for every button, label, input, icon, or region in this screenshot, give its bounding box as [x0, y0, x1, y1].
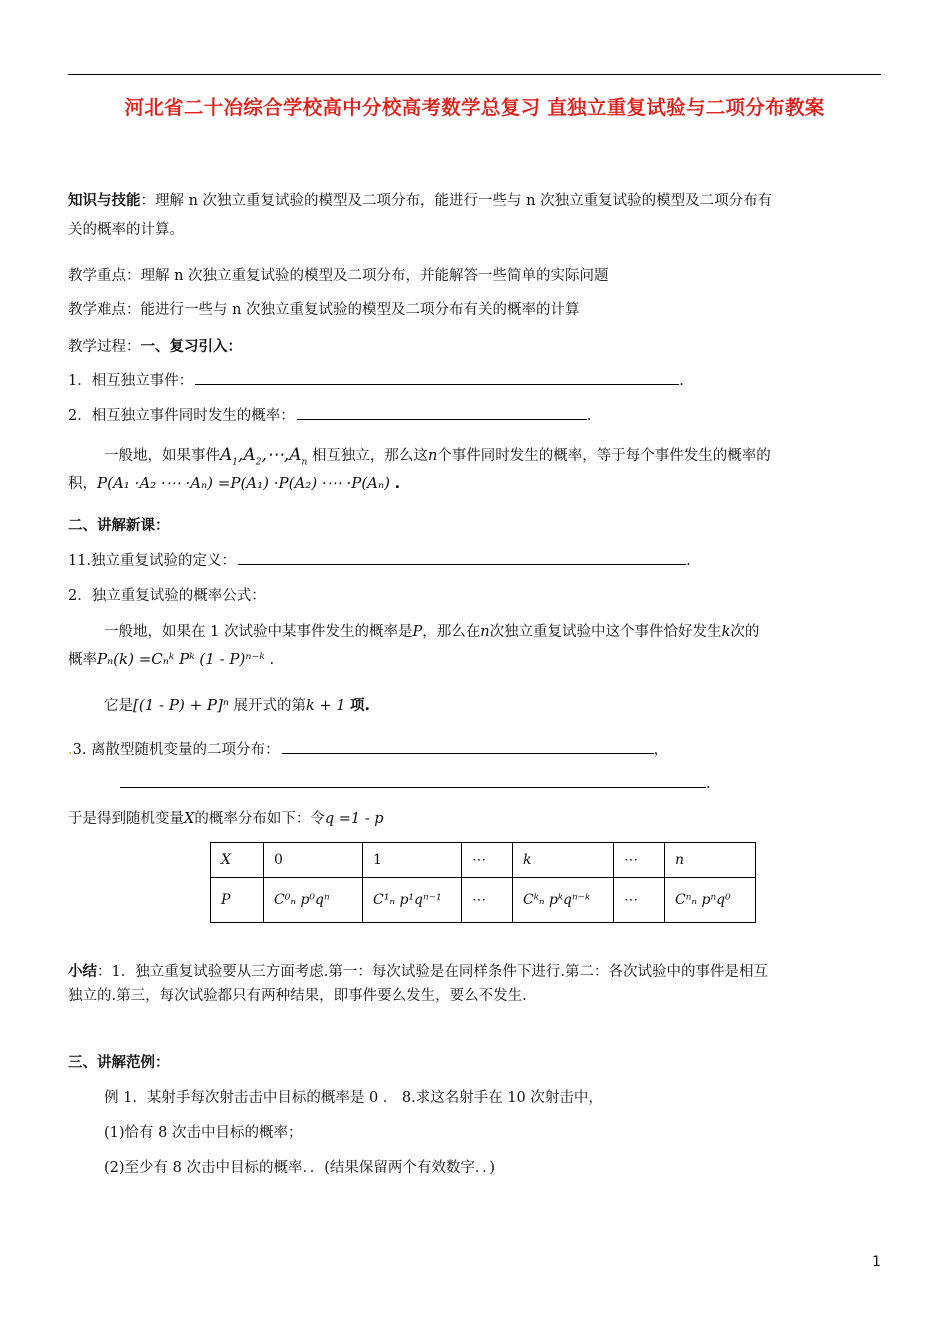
new3-blank-1	[282, 739, 654, 754]
section2-title: 二、讲解新课：	[68, 518, 170, 534]
event-list: $A_1,A_2,\cdots,A_n$	[220, 445, 308, 468]
q-definition: q =1 - p	[324, 811, 384, 827]
general2-c: 次独立重复试验中这个事件恰好发生	[489, 624, 722, 640]
product-formula: P(A₁ ·A₂ ·⋯ ·Aₙ) =P(A₁) ·P(A₂) ·⋯ ·P(Aₙ)	[97, 474, 390, 492]
general1-d: 积，	[68, 476, 97, 492]
dist-intro-b: 的概率分布如下：令	[194, 811, 325, 827]
k-variable: k	[721, 624, 731, 640]
knowledge-line-2: 关的概率的计算。	[68, 222, 184, 238]
table-cell: n	[665, 843, 756, 878]
new3-colon: ：	[265, 742, 280, 758]
general1-c: 个事件同时发生的概率，等于每个事件发生的概率的	[437, 448, 771, 464]
table-cell: 0	[264, 843, 363, 878]
expansion-c: 项.	[350, 698, 371, 714]
general-statement-2	[104, 621, 759, 643]
distribution-intro	[68, 808, 384, 830]
expansion-b: 展开式的第	[233, 698, 307, 714]
knowledge-label: 知识与技能	[68, 193, 141, 209]
review-item-2	[68, 405, 591, 427]
expansion-a: 它是	[104, 698, 133, 714]
expansion-formula: [(1 - P) + P]ⁿ	[133, 696, 229, 714]
section3-title: 三、讲解范例：	[68, 1055, 170, 1071]
general-statement-2-cont	[68, 648, 274, 671]
section1-title: 一、复习引入：	[140, 339, 242, 355]
new-item-2: 2．独立重复试验的概率公式：	[68, 588, 266, 604]
bullet-dot: .	[68, 742, 73, 758]
example-1: 例 1．某射手每次射击击中目标的概率是 0 ． 8.求这名射手在 10 次射击中，	[104, 1090, 603, 1106]
new3-label: 3. 离散型随机变量的二项分布	[72, 742, 266, 758]
summary-label: 小结	[68, 964, 97, 980]
item1-end: .	[679, 373, 684, 389]
table-cell: 1	[363, 843, 462, 878]
table-cell: ⋯	[462, 843, 513, 878]
review-item-1	[68, 370, 684, 392]
n-variable: n	[427, 448, 438, 464]
table-cell: Cᵏₙ pᵏqⁿ⁻ᵏ	[513, 878, 614, 923]
process-line	[68, 336, 242, 358]
table-cell: C⁰ₙ p⁰qⁿ	[264, 878, 363, 923]
table-cell: ⋯	[614, 878, 665, 923]
table-row-x	[211, 843, 756, 878]
new-item-1	[68, 550, 691, 572]
knowledge-line-1	[68, 190, 772, 212]
general-statement-1	[104, 444, 771, 473]
summary-text-1: ：1．独立重复试验要从三方面考虑.第一：每次试验是在同样条件下进行.第二：各次试验中的事件是相互	[97, 964, 768, 980]
new3-end: .	[706, 776, 711, 792]
summary-line-2: 独立的.第三，每次试验都只有两种结果，即事件要么发生，要么不发生.	[68, 988, 527, 1004]
example-1-question-1: (1)恰有 8 次击中目标的概率；	[104, 1125, 303, 1141]
new-item-3	[68, 739, 668, 761]
table-cell: k	[513, 843, 614, 878]
key-point: 教学重点：理解 n 次独立重复试验的模型及二项分布，并能解答一些简单的实际问题	[68, 268, 609, 284]
new-item-3-cont	[118, 773, 711, 795]
knowledge-text-1: ：理解 n 次独立重复试验的模型及二项分布，能进行一些与 n 次独立重复试验的模型及二项分布有	[140, 193, 773, 209]
table-row-p	[211, 878, 756, 923]
item2-end: .	[586, 408, 592, 424]
general2-end: .	[269, 652, 275, 668]
new1-blank	[238, 550, 686, 565]
expansion-line	[104, 694, 370, 717]
distribution-table	[210, 842, 756, 923]
general1-b: 相互独立，那么这	[311, 448, 428, 464]
new3-blank-2	[120, 773, 706, 788]
summary-line-1	[68, 961, 768, 983]
p-variable: P	[412, 624, 423, 640]
binomial-formula: Pₙ(k) =Cₙᵏ Pᵏ (1 - P)ⁿ⁻ᵏ	[97, 650, 265, 668]
table-cell: Cⁿₙ pⁿq⁰	[665, 878, 756, 923]
general1-end: .	[394, 476, 401, 492]
item2-blank	[297, 405, 587, 420]
difficulty: 教学难点：能进行一些与 n 次独立重复试验的模型及二项分布有关的概率的计算	[68, 302, 580, 318]
table-cell: P	[211, 878, 264, 923]
expansion-term: k + 1	[306, 698, 346, 714]
table-cell: C¹ₙ p¹qⁿ⁻¹	[363, 878, 462, 923]
table-cell: X	[211, 843, 264, 878]
new3-comma: ，	[653, 742, 669, 758]
process-label: 教学过程：	[68, 339, 141, 355]
table-cell: ⋯	[614, 843, 665, 878]
new1-label: 11.独立重复试验的定义：	[68, 553, 237, 569]
item2-label: 2．相互独立事件同时发生的概率：	[68, 408, 295, 424]
general2-e: 概率	[68, 652, 97, 668]
n-variable-2: n	[480, 624, 490, 640]
general2-d: 次的	[730, 624, 760, 640]
new1-end: .	[686, 553, 691, 569]
header-rule	[68, 74, 881, 75]
general-statement-1-cont	[68, 472, 400, 495]
general2-b: ，那么在	[422, 624, 481, 640]
item1-label: 1．相互独立事件：	[68, 373, 194, 389]
example-1-question-2: (2)至少有 8 次击中目标的概率．．(结果保留两个有效数字．．)	[104, 1160, 496, 1176]
dist-intro-a: 于是得到随机变量	[68, 811, 184, 827]
general1-a: 一般地，如果事件	[104, 448, 220, 464]
page-number: 1	[872, 1254, 881, 1270]
document-title: 河北省二十冶综合学校高中分校高考数学总复习 直独立重复试验与二项分布教案	[124, 96, 825, 119]
item1-blank	[195, 370, 679, 385]
table-cell: ⋯	[462, 878, 513, 923]
general2-a: 一般地，如果在 1 次试验中某事件发生的概率是	[104, 624, 413, 640]
x-variable: X	[184, 811, 195, 827]
